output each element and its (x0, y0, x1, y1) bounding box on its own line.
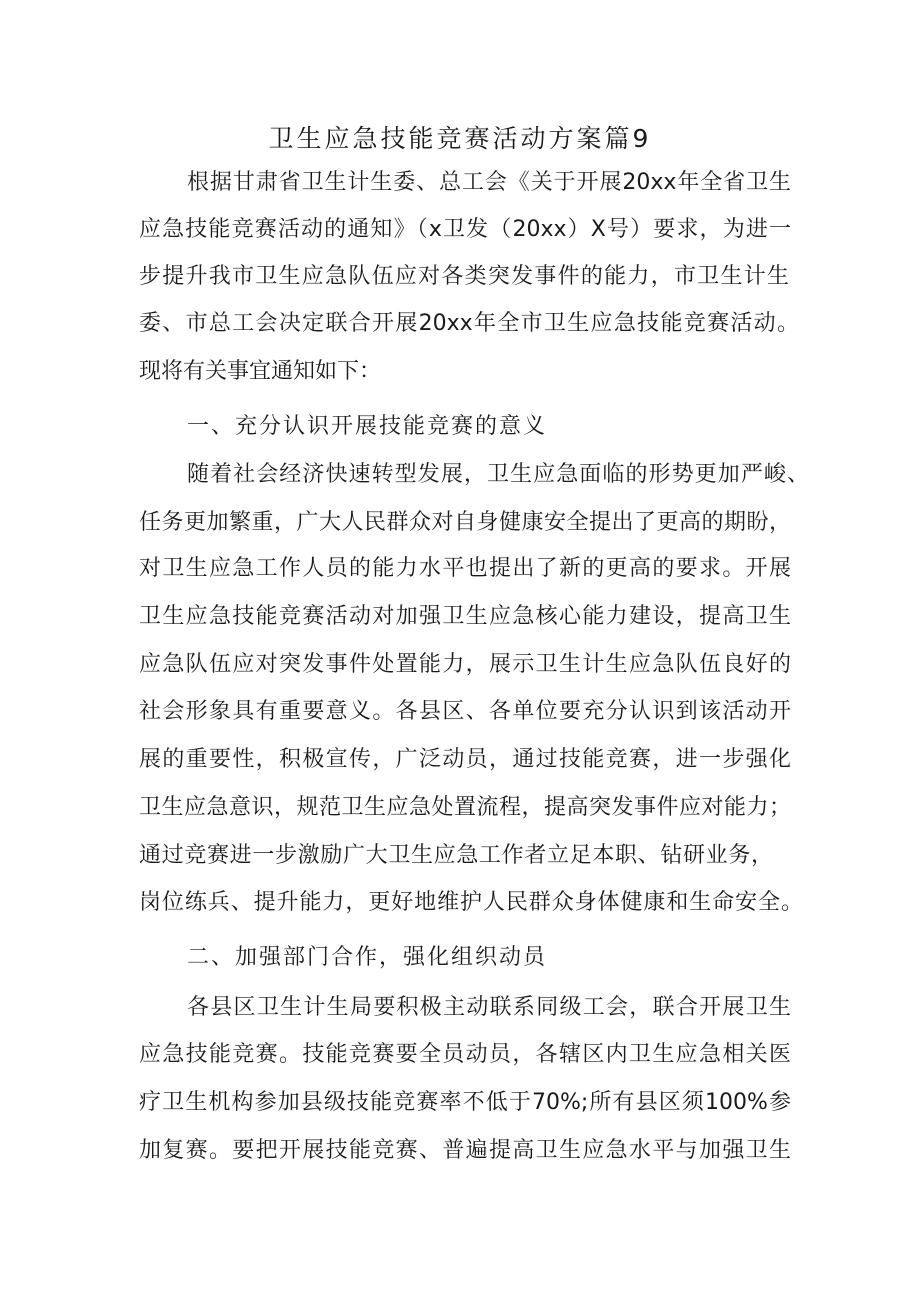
paragraph-line: 对卫生应急工作人员的能力水平也提出了新的更高的要求。开展 (139, 556, 791, 581)
paragraph-line: 社会形象具有重要意义。各县区、各单位要充分认识到该活动开 (139, 699, 791, 724)
paragraph-line: 通过竞赛进一步激励广大卫生应急工作者立足本职、钻研业务， (139, 843, 773, 868)
paragraph-line: 各县区卫生计生局要积极主动联系同级工会，联合开展卫生 (187, 995, 791, 1020)
paragraph-line: 根据甘肃省卫生计生委、总工会《关于开展20xx年全省卫生 (187, 170, 791, 195)
paragraph-line: 步提升我市卫生应急队伍应对各类突发事件的能力，市卫生计生 (139, 264, 789, 289)
paragraph-line: 岗位练兵、提升能力，更好地维护人民群众身体健康和生命安全。 (139, 890, 803, 915)
paragraph-line: 应急队伍应对突发事件处置能力，展示卫生计生应急队伍良好的 (139, 652, 791, 677)
paragraph-line: 随着社会经济快速转型发展，卫生应急面临的形势更加严峻、 (187, 462, 809, 487)
section-heading: 二、加强部门合作，强化组织动员 (187, 945, 548, 970)
paragraph-line: 委、市总工会决定联合开展20xx年全市卫生应急技能竞赛活动。 (139, 311, 799, 336)
paragraph-line: 卫生应急意识，规范卫生应急处置流程，提高突发事件应对能力； (139, 795, 791, 820)
paragraph-line: 疗卫生机构参加县级技能竞赛率不低于70%;所有县区须100%参 (139, 1090, 791, 1115)
page-title: 卫生应急技能竞赛活动方案篇9 (268, 124, 652, 153)
paragraph-line: 现将有关事宜通知如下： (139, 359, 382, 384)
paragraph-line: 加复赛。要把开展技能竞赛、普遍提高卫生应急水平与加强卫生 (139, 1138, 791, 1163)
paragraph-line: 应急技能竞赛。技能竞赛要全员动员，各辖区内卫生应急相关医 (139, 1042, 791, 1067)
paragraph-line: 卫生应急技能竞赛活动对加强卫生应急核心能力建设，提高卫生 (139, 604, 791, 629)
section-heading: 一、充分认识开展技能竞赛的意义 (187, 414, 548, 439)
paragraph-line: 展的重要性，积极宣传，广泛动员，通过技能竞赛，进一步强化 (139, 747, 791, 772)
paragraph-line: 应急技能竞赛活动的通知》（x卫发（20xx）X号）要求，为进一 (139, 217, 791, 242)
paragraph-line: 任务更加繁重，广大人民群众对自身健康安全提出了更高的期盼， (139, 510, 791, 535)
